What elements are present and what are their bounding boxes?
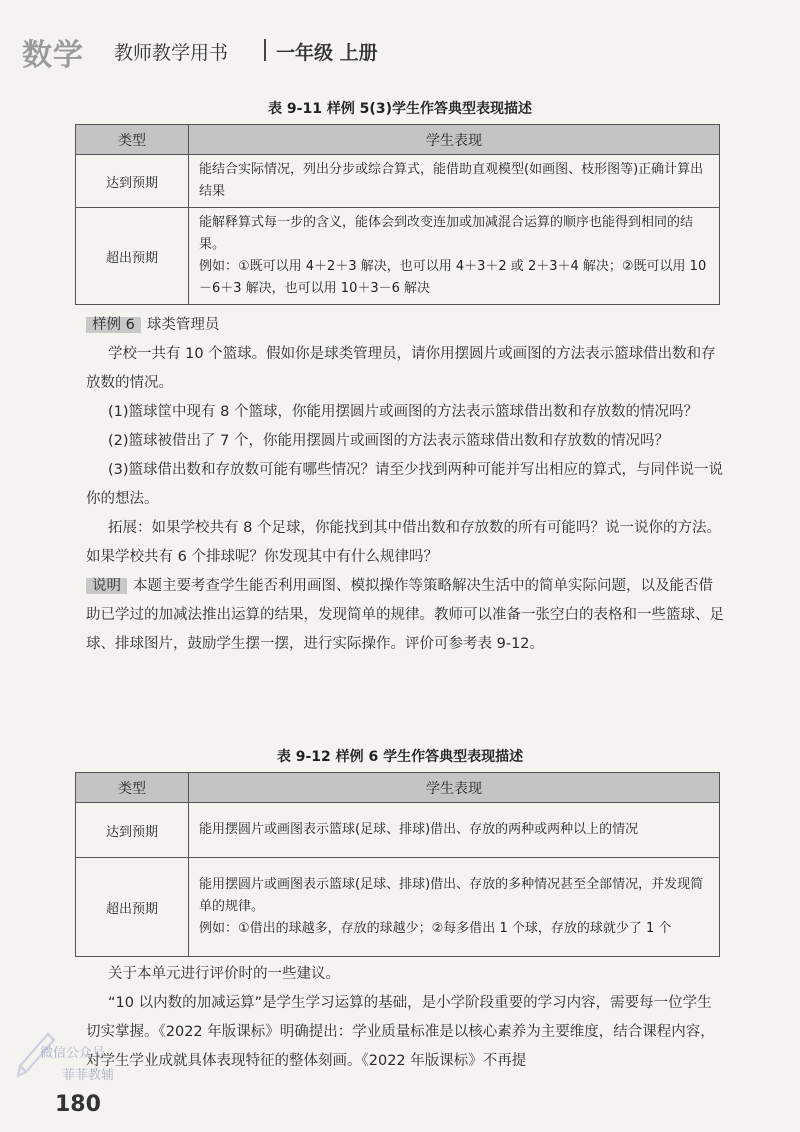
subject-logo: 数学 <box>22 38 84 73</box>
table-header-row <box>76 125 720 155</box>
paragraph: 关于本单元进行评价时的一些建议。 <box>108 966 340 982</box>
table-row <box>76 208 720 305</box>
column-header: 类型 <box>76 125 189 155</box>
note-paragraph <box>86 572 726 659</box>
watermark-line: 菲菲教辅 <box>62 1068 115 1083</box>
table-header-row <box>76 773 720 803</box>
watermark <box>8 1022 158 1102</box>
note-tag: 说明 <box>86 578 127 594</box>
closing-section <box>86 960 726 1076</box>
type-cell: 超出预期 <box>76 858 189 957</box>
sample-section <box>86 311 726 659</box>
column-header: 学生表现 <box>189 773 720 803</box>
paragraph: (3)篮球借出数和存放数可能有哪些情况？请至少找到两种可能并写出相应的算式，与同伴说一说你的想法。 <box>86 462 724 507</box>
evaluation-table <box>75 124 720 305</box>
description-cell <box>189 858 720 957</box>
paragraph: “10 以内数的加减运算”是学生学习运算的基础，是小学阶段重要的学习内容，需要每一位学生切实掌握。《2022 年版课标》明确提出：学业质量标准是以核心素养为主要维度，结合课程内容，对学生学业成就具体表现特征的整体刻画。《2022 年版课标》不再提 <box>86 995 715 1069</box>
column-header: 类型 <box>76 773 189 803</box>
description-cell <box>189 803 720 858</box>
table-row <box>76 155 720 208</box>
book-title: 教师教学用书 <box>114 42 229 64</box>
column-header: 学生表现 <box>189 125 720 155</box>
note-text: 本题主要考查学生能否利用画图、模拟操作等策略解决生活中的简单实际问题，以及能否借助已学过的加减法推出运算的结果，发现简单的规律。教师可以准备一张空白的表格和一些篮球、足球、排球图片，鼓励学生摆一摆，进行实际操作。评价可参考表 9-12。 <box>86 578 724 652</box>
sample-heading <box>86 311 726 340</box>
description-text: 能结合实际情况，列出分步或综合算式，能借助直观模型(如画图、枝形图等)正确计算出结果 <box>199 162 704 199</box>
paragraph: (2)篮球被借出了 7 个，你能用摆圆片或画图的方法表示篮球借出数和存放数的情况吗？ <box>108 433 669 449</box>
paragraph: (1)篮球筐中现有 8 个篮球，你能用摆圆片或画图的方法表示篮球借出数和存放数的情况吗？ <box>108 404 698 420</box>
description-example: 例如：①借出的球越多，存放的球越少；②每多借出 1 个球，存放的球就少了 1 个 <box>199 921 672 936</box>
table-caption: 表 9-11 样例 5(3)学生作答典型表现描述 <box>268 101 532 117</box>
page-header <box>22 30 782 74</box>
table-caption: 表 9-12 样例 6 学生作答典型表现描述 <box>276 749 524 765</box>
description-text: 能用摆圆片或画图表示篮球(足球、排球)借出、存放的多种情况甚至全部情况，并发现简单的规律。 <box>199 877 704 914</box>
description-cell <box>189 208 720 305</box>
sample-tag: 样例 6 <box>86 317 141 333</box>
type-cell: 达到预期 <box>76 803 189 858</box>
evaluation-table <box>75 772 720 957</box>
description-text: 能解释算式每一步的含义，能体会到改变连加或加减混合运算的顺序也能得到相同的结果。 <box>199 215 694 252</box>
sample-title: 球类管理员 <box>146 317 220 333</box>
table-row <box>76 858 720 957</box>
table-row <box>76 803 720 858</box>
header-divider <box>264 39 266 61</box>
type-cell: 达到预期 <box>76 155 189 208</box>
watermark-line: 微信公众号 <box>40 1046 106 1061</box>
grade-label: 一年级 上册 <box>276 42 378 64</box>
type-cell: 超出预期 <box>76 208 189 305</box>
page-number: 180 <box>55 1092 101 1117</box>
paragraph: 学校一共有 10 个篮球。假如你是球类管理员，请你用摆圆片或画图的方法表示篮球借出数和存放数的情况。 <box>86 346 716 391</box>
description-cell <box>189 155 720 208</box>
description-text: 能用摆圆片或画图表示篮球(足球、排球)借出、存放的两种或两种以上的情况 <box>199 822 639 837</box>
description-example: 例如：①既可以用 4＋2＋3 解决，也可以用 4＋3＋2 或 2＋3＋4 解决；②既可以用 10－6＋3 解决，也可以用 10＋3－6 解决 <box>199 259 707 296</box>
paragraph: 拓展：如果学校共有 8 个足球，你能找到其中借出数和存放数的所有可能吗？说一说你的方法。如果学校共有 6 个排球呢？你发现其中有什么规律吗？ <box>86 520 721 565</box>
